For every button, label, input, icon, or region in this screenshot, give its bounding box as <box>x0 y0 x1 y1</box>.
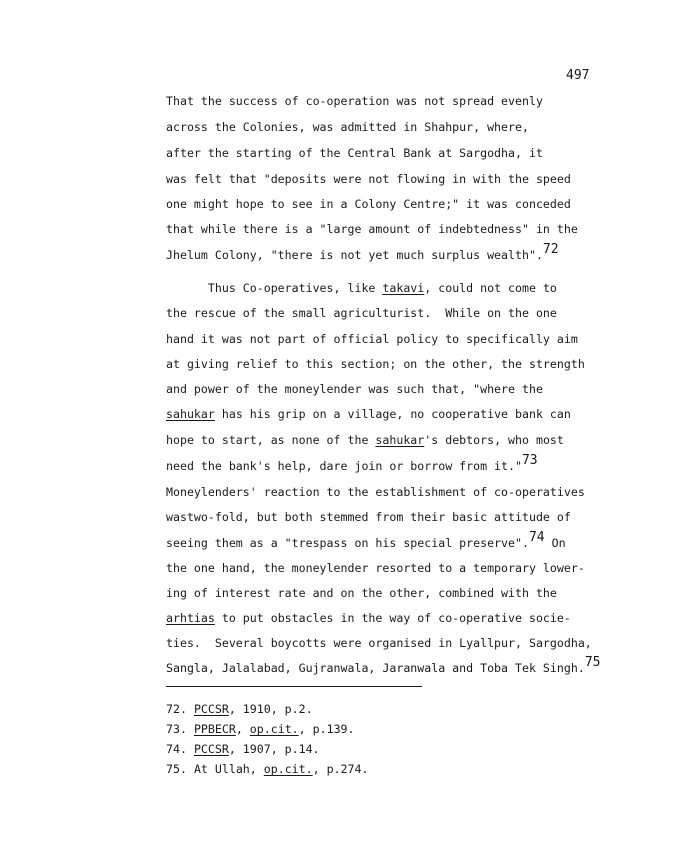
text-line: at giving relief to this section; on the other, the strength <box>166 357 585 371</box>
text-line: that while there is a "large amount of indebtedness" in the <box>166 222 578 236</box>
text-line: one might hope to see in a Colony Centre;" it was conceded <box>166 197 571 211</box>
text-line: and power of the moneylender was such that, "where the <box>166 382 543 396</box>
italic-term: sahukar <box>166 407 215 421</box>
text-line: ing of interest rate and on the other, combined with the <box>166 586 557 600</box>
footnote-marker: 72 <box>542 242 559 257</box>
text-line: That the success of co-operation was not spread evenly <box>166 94 543 108</box>
text-line: need the bank's help, dare join or borrow from it."$^{73}$ <box>166 453 538 473</box>
footnote-item: 75. At Ullah, op.cit., p.274. <box>166 762 369 776</box>
italic-term: sahukar <box>375 433 425 447</box>
footnote-item: 73. PPBECR, op.cit., p.139. <box>166 722 355 736</box>
text-line: the rescue of the small agriculturist. While on the one <box>166 306 557 320</box>
text-line: sahukar has his grip on a village, no cooperative bank can <box>166 407 571 421</box>
italic-term: arhtias <box>166 611 215 625</box>
text-line: Sangla, Jalalabad, Gujranwala, Jaranwala and Toba Tek Singh.$^{75}$ <box>166 655 601 675</box>
text-line: after the starting of the Central Bank at Sargodha, it <box>166 146 543 160</box>
text-line: seeing them as a "trespass on his special preserve".$^{74}$ On <box>166 530 566 550</box>
text-line: Moneylenders' reaction to the establishment of co-operatives <box>166 485 585 499</box>
text-line: hope to start, as none of the sahukar's debtors, who most <box>166 433 564 447</box>
footnote-marker: 74 <box>528 530 545 545</box>
text-line: wastwo-fold, but both stemmed from their basic attitude of <box>166 510 571 524</box>
text-line: the one hand, the moneylender resorted to a temporary lower- <box>166 561 585 575</box>
footnote-divider <box>166 686 422 687</box>
text-line: hand it was not part of official policy to specifically aim <box>166 332 578 346</box>
footnote-marker: 73 <box>521 453 538 468</box>
footnote-item: 72. PCCSR, 1910, p.2. <box>166 702 313 716</box>
footnote-marker: 75 <box>584 655 601 670</box>
italic-term: takavi <box>382 281 425 295</box>
footnote-item: 74. PCCSR, 1907, p.14. <box>166 742 320 756</box>
text-line: Jhelum Colony, "there is not yet much surplus wealth".$^{72}$ <box>166 242 559 262</box>
text-line: Thus Co-operatives, like takavi, could not come to <box>166 281 557 295</box>
text-line: was felt that "deposits were not flowing in with the speed <box>166 172 571 186</box>
text-line: arhtias to put obstacles in the way of co-operative socie- <box>166 611 571 625</box>
page-number: 497 <box>566 68 590 83</box>
text-line: across the Colonies, was admitted in Shahpur, where, <box>166 120 529 134</box>
text-line: ties. Several boycotts were organised in Lyallpur, Sargodha, <box>166 636 592 650</box>
